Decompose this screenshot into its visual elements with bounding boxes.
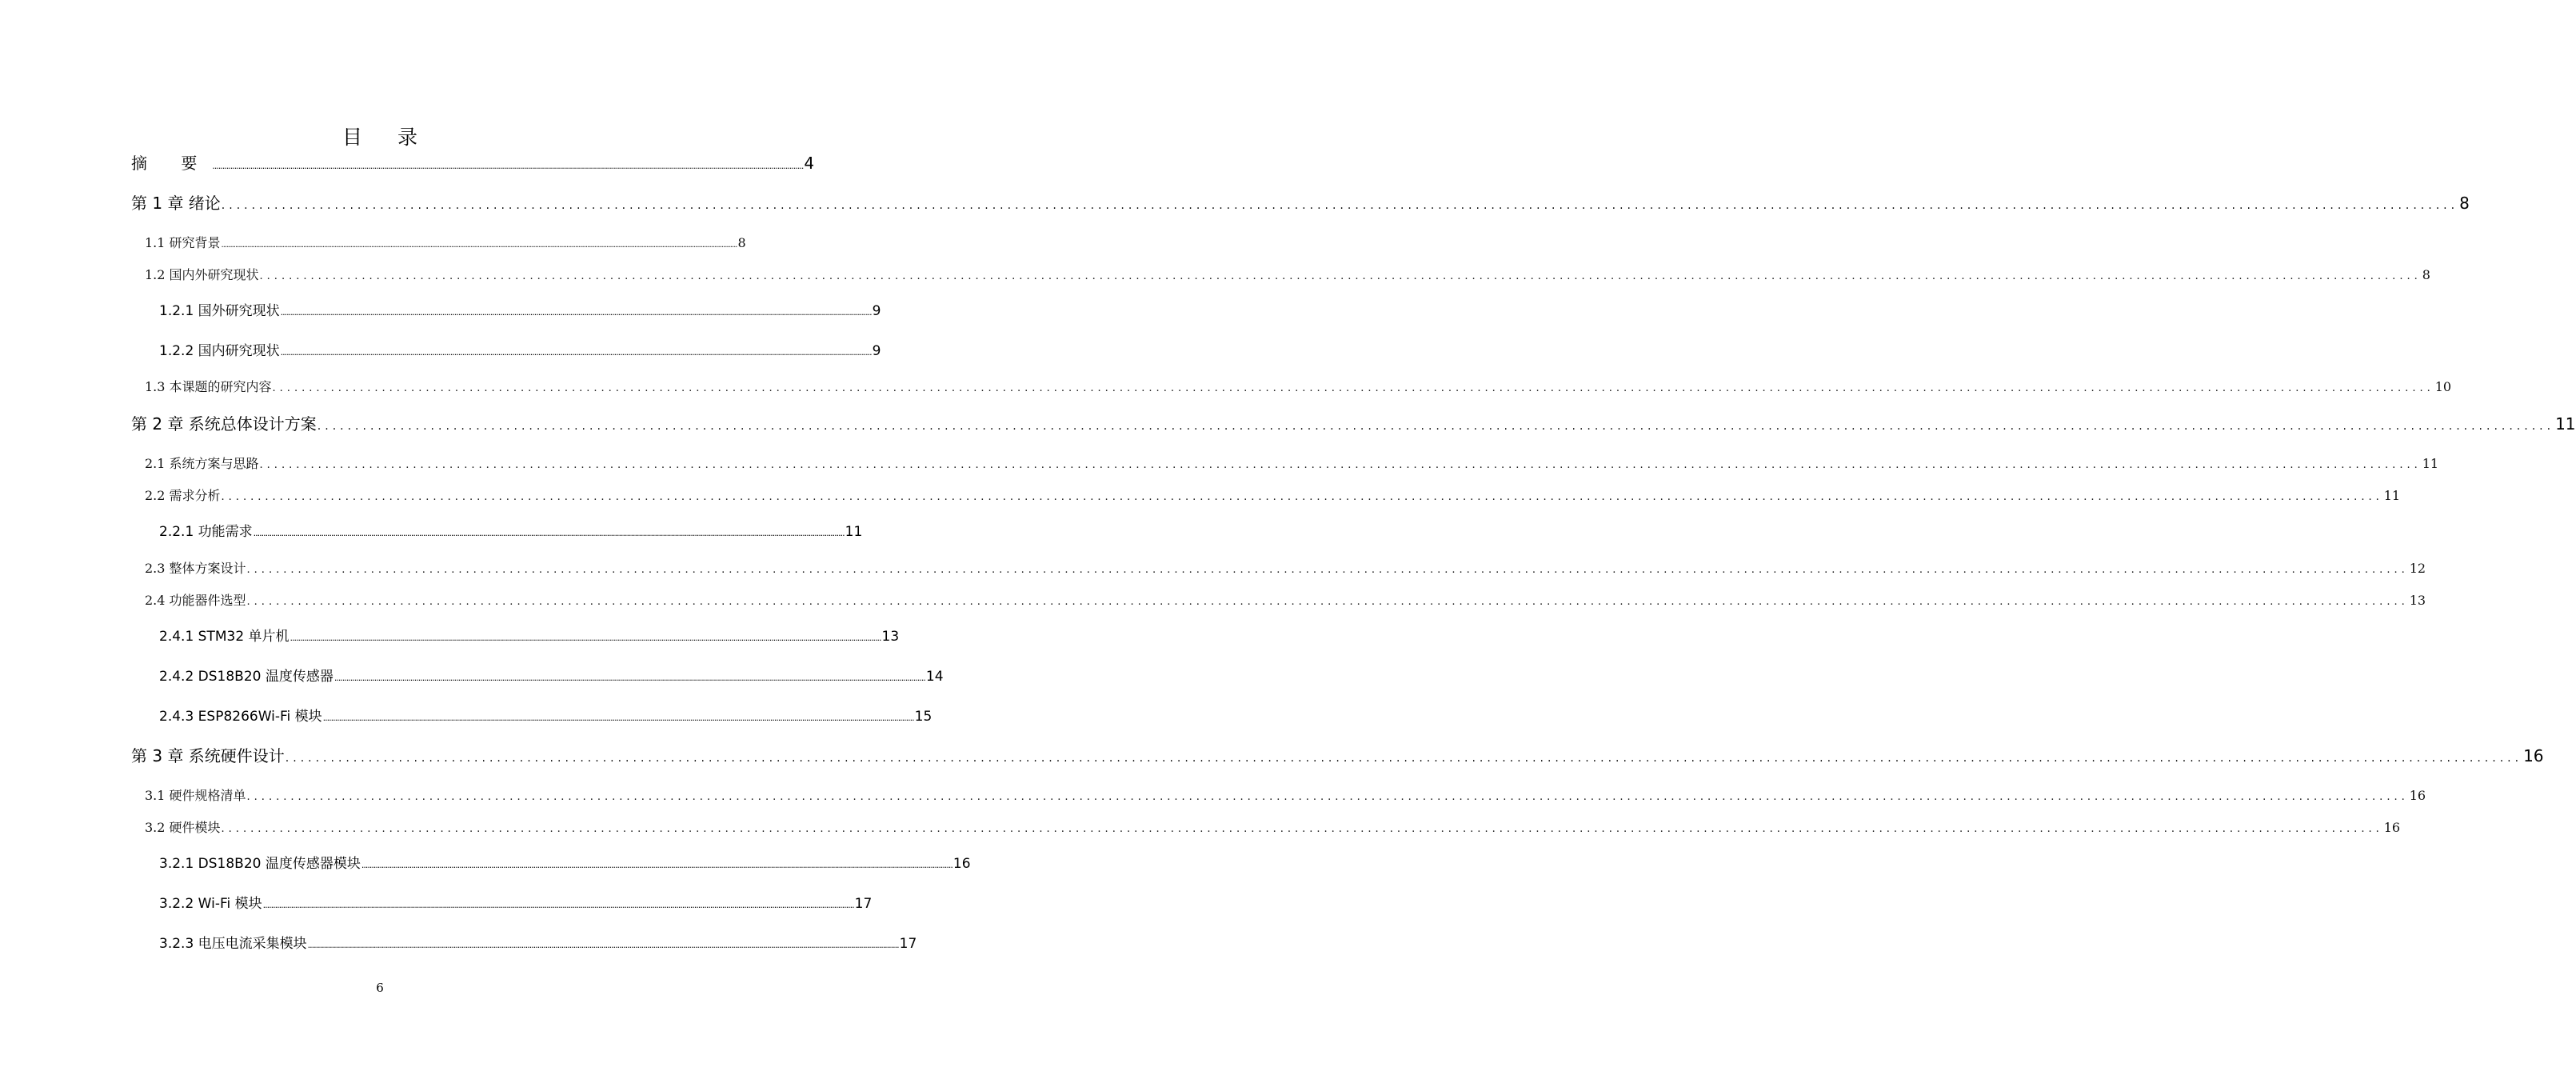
- toc-entry-page: 16: [953, 856, 971, 872]
- toc-entry-label: 1.2.1 国外研究现状: [159, 303, 280, 319]
- toc-entry-label: 第 3 章 系统硬件设计: [131, 746, 285, 765]
- toc-entry-2-4-2[interactable]: [159, 665, 944, 685]
- toc-leader-dots: ........................................................................................................................................................................................................................................................................................................: [221, 199, 2459, 212]
- toc-leader-dots: ........................................................................................................................................................................................................................................................................................................: [246, 791, 2409, 803]
- toc-entry-page: 15: [914, 709, 933, 725]
- toc-entry-page: 8: [2459, 194, 2470, 213]
- toc-entry-3-2[interactable]: [145, 817, 2401, 836]
- toc-entry-page: 11: [845, 524, 863, 540]
- toc-entry-label: 2.4.2 DS18B20 温度传感器: [159, 669, 333, 685]
- toc-entry-1-2-2[interactable]: [159, 339, 881, 359]
- toc-leader-dots: ........................................................................................................................................................................................................................................................................................................: [272, 382, 2434, 394]
- toc-entry-chapter-1[interactable]: [131, 190, 2470, 214]
- toc-entry-page: 11: [2383, 488, 2401, 503]
- toc-leader-dots: ........................................................................................................................................................................................................................................................................................................: [285, 752, 2523, 765]
- toc-entry-page: 11: [2422, 456, 2439, 471]
- toc-leader-dots: ........................................................................................................................................................................................................................................................................................................: [212, 161, 804, 171]
- toc-leader-dots: ........................................................................................................................................................................................................................................................................................................: [290, 633, 881, 643]
- toc-title: 目 录: [342, 126, 432, 149]
- toc-entry-page: 8: [737, 235, 746, 250]
- toc-leader-dots: ........................................................................................................................................................................................................................................................................................................: [246, 596, 2409, 608]
- toc-entry-page: 13: [881, 629, 900, 645]
- toc-leader-dots: ........................................................................................................................................................................................................................................................................................................: [221, 241, 737, 250]
- toc-entry-3-2-1[interactable]: [159, 852, 971, 872]
- toc-entry-2-1[interactable]: [145, 454, 2439, 472]
- toc-entry-page: 17: [854, 896, 873, 912]
- toc-leader-dots: ........................................................................................................................................................................................................................................................................................................: [317, 420, 2555, 433]
- toc-entry-3-2-2[interactable]: [159, 892, 873, 912]
- page-number: 6: [376, 981, 384, 995]
- toc-leader-dots: ........................................................................................................................................................................................................................................................................................................: [253, 528, 845, 538]
- toc-leader-dots: ........................................................................................................................................................................................................................................................................................................: [221, 823, 2383, 835]
- toc-entry-label: 2.3 整体方案设计: [145, 561, 246, 576]
- toc-entry-1-2[interactable]: [145, 265, 2430, 283]
- toc-entry-2-4-1[interactable]: [159, 625, 900, 645]
- toc-leader-dots: ........................................................................................................................................................................................................................................................................................................: [361, 860, 953, 870]
- toc-entry-label: 2.2 需求分析: [145, 488, 221, 503]
- toc-leader-dots: ........................................................................................................................................................................................................................................................................................................: [280, 307, 872, 318]
- toc-entry-label: 第 1 章 绪论: [131, 194, 221, 213]
- toc-entry-label: 3.1 硬件规格清单: [145, 788, 246, 803]
- toc-entry-label: 1.3 本课题的研究内容: [145, 379, 272, 394]
- toc-entry-2-2-1[interactable]: [159, 520, 863, 540]
- toc-entry-label: 1.2.2 国内研究现状: [159, 343, 280, 359]
- toc-leader-dots: ........................................................................................................................................................................................................................................................................................................: [259, 459, 2422, 471]
- toc-entry-label: 第 2 章 系统总体设计方案: [131, 414, 317, 434]
- toc-entry-2-3[interactable]: [145, 558, 2426, 577]
- toc-entry-2-4[interactable]: [145, 590, 2426, 609]
- toc-entry-label: 2.2.1 功能需求: [159, 524, 253, 540]
- toc-entry-page: 17: [899, 936, 917, 952]
- toc-entry-label: 1.1 研究背景: [145, 235, 221, 250]
- toc-entry-page: 11: [2555, 414, 2576, 434]
- toc-leader-dots: ........................................................................................................................................................................................................................................................................................................: [246, 564, 2409, 576]
- toc-entry-page: 10: [2434, 379, 2452, 394]
- toc-entry-page: 12: [2409, 561, 2426, 576]
- toc-entry-label: 2.1 系统方案与思路: [145, 456, 259, 471]
- toc-entry-1-3[interactable]: [145, 377, 2452, 395]
- toc-entry-abstract[interactable]: [131, 150, 815, 174]
- toc-entry-page: 13: [2409, 593, 2426, 608]
- toc-entry-1-2-1[interactable]: [159, 299, 881, 319]
- toc-leader-dots: ........................................................................................................................................................................................................................................................................................................: [221, 491, 2383, 503]
- toc-leader-dots: ........................................................................................................................................................................................................................................................................................................: [262, 900, 854, 910]
- toc-entry-label: 3.2.1 DS18B20 温度传感器模块: [159, 856, 361, 872]
- toc-leader-dots: ........................................................................................................................................................................................................................................................................................................: [322, 713, 914, 723]
- toc-leader-dots: ........................................................................................................................................................................................................................................................................................................: [259, 270, 2422, 282]
- toc-entry-label: 3.2.2 Wi-Fi 模块: [159, 896, 262, 912]
- toc-entry-label: 2.4.3 ESP8266Wi-Fi 模块: [159, 709, 322, 725]
- toc-leader-dots: ........................................................................................................................................................................................................................................................................................................: [307, 940, 899, 950]
- toc-entry-page: 4: [804, 154, 815, 173]
- toc-entry-label: 2.4 功能器件选型: [145, 593, 246, 608]
- toc-entry-1-1[interactable]: [145, 233, 746, 251]
- toc-entry-label: 1.2 国内外研究现状: [145, 267, 259, 282]
- toc-entry-chapter-2[interactable]: [131, 411, 2576, 434]
- toc-entry-label: 3.2.3 电压电流采集模块: [159, 936, 307, 952]
- toc-entry-page: 16: [2383, 820, 2401, 835]
- toc-entry-label: 2.4.1 STM32 单片机: [159, 629, 290, 645]
- toc-entry-2-4-3[interactable]: [159, 705, 933, 725]
- toc-entry-page: 14: [925, 669, 944, 685]
- toc-leader-dots: ........................................................................................................................................................................................................................................................................................................: [280, 347, 872, 358]
- toc-entry-page: 9: [872, 343, 881, 359]
- toc-entry-page: 9: [872, 303, 881, 319]
- toc-entry-page: 16: [2409, 788, 2426, 803]
- toc-entry-3-1[interactable]: [145, 785, 2426, 804]
- toc-entry-chapter-3[interactable]: [131, 743, 2544, 766]
- toc-entry-label: 摘 要: [131, 154, 212, 173]
- toc-leader-dots: ........................................................................................................................................................................................................................................................................................................: [333, 673, 925, 683]
- toc-entry-2-2[interactable]: [145, 486, 2401, 504]
- toc-entry-page: 16: [2523, 746, 2544, 765]
- toc-entry-3-2-3[interactable]: [159, 932, 917, 952]
- toc-entry-page: 8: [2422, 267, 2430, 282]
- toc-entry-label: 3.2 硬件模块: [145, 820, 221, 835]
